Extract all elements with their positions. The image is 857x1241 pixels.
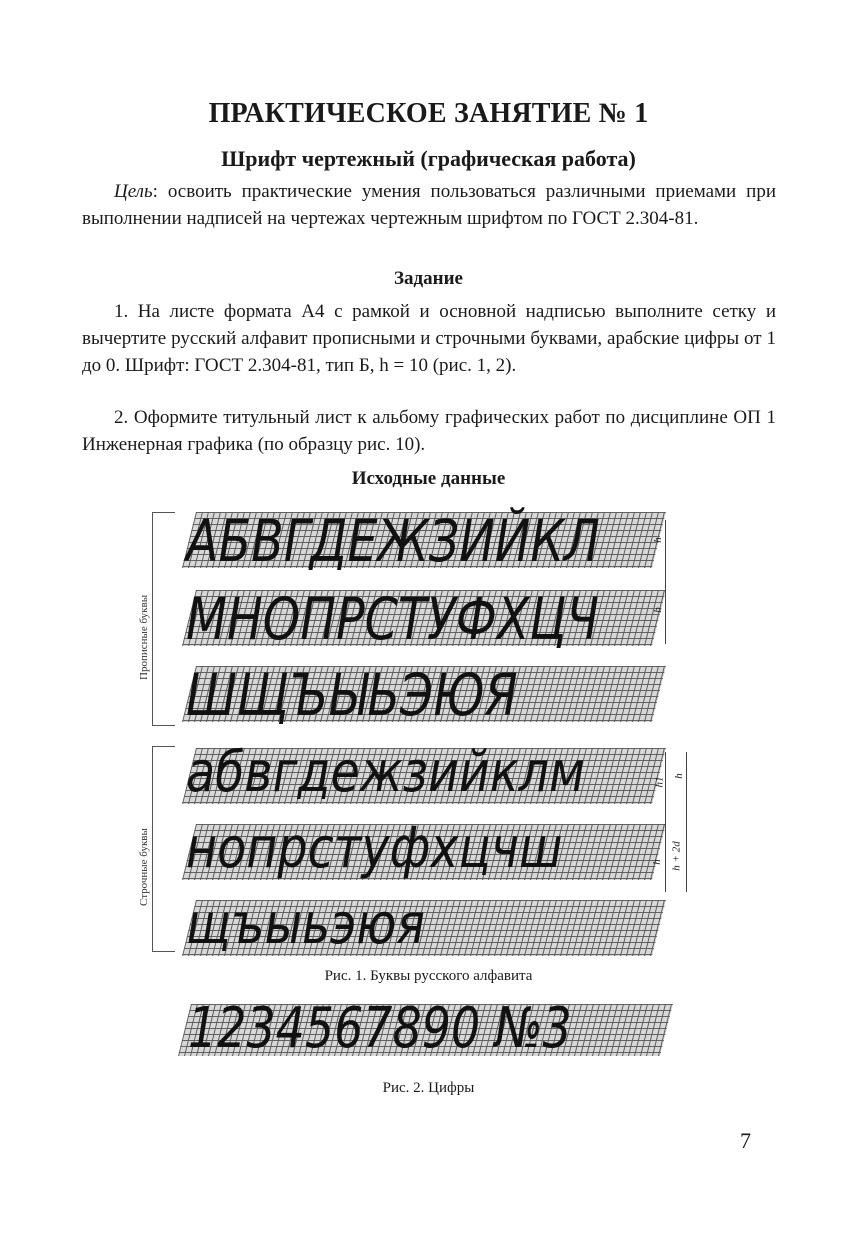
source-heading: Исходные данные [351, 468, 506, 489]
upper-row-2: МНОПРСТУФХЦЧ [186, 585, 599, 653]
lower-bracket [152, 746, 175, 952]
task-item-1: 1. На листе формата А4 с рамкой и основной надписью выполните сетку и вычертите русский алфавит прописными и строчными буквами, арабские цифры от 1 до 0. Шрифт: ГОСТ 2.304-81, тип Б, h = 10 (рис. 1, 2). [82, 301, 776, 376]
page-title: ПРАКТИЧЕСКОЕ ЗАНЯТИЕ № 1 [208, 98, 649, 129]
dim-line [665, 752, 666, 892]
task-item-2: 2. Оформите титульный лист к альбому графических работ по дисциплине ОП 1 Инженерная графика (по образцу рис. 10). [82, 407, 776, 455]
goal-text: : освоить практические умения пользоваться различными приемами при выполнении надписей на чертежах чертежным шрифтом по ГОСТ 2.304-81. [82, 181, 776, 229]
upper-row-3: ШЩЪЫЬЭЮЯ [186, 661, 518, 729]
dim-label: b [651, 607, 664, 613]
dim-label: h [650, 859, 663, 865]
page-subtitle: Шрифт чертежный (графическая работа) [221, 146, 636, 171]
figure-1-caption: Рис. 1. Буквы русского алфавита [324, 968, 533, 984]
dim-label: h [672, 773, 685, 779]
dim-label: h [651, 537, 664, 543]
lower-row-2: нопрстуфхцчш [186, 816, 563, 881]
dim-label: h + 2d [670, 841, 683, 871]
dim-line [665, 520, 666, 644]
figure-2-caption: Рис. 2. Цифры [382, 1080, 475, 1096]
upper-side-label: Прописные буквы [138, 594, 150, 680]
digits-row: 1234567890 №3 [188, 996, 572, 1061]
upper-row-1: АБВГДЕЖЗИЙКЛ [186, 507, 600, 575]
page-number: 7 [740, 1128, 751, 1153]
lower-side-label: Строчные буквы [138, 828, 150, 906]
dim-label: h1 [653, 776, 666, 788]
goal-label: Цель [114, 181, 153, 202]
goal-paragraph [82, 178, 776, 232]
lower-row-3: щъыьэюя [186, 892, 425, 957]
task-heading: Задание [394, 268, 463, 289]
lower-row-1: абвгдежзийклм [186, 740, 585, 805]
dim-line [686, 752, 687, 892]
upper-bracket [152, 512, 175, 726]
